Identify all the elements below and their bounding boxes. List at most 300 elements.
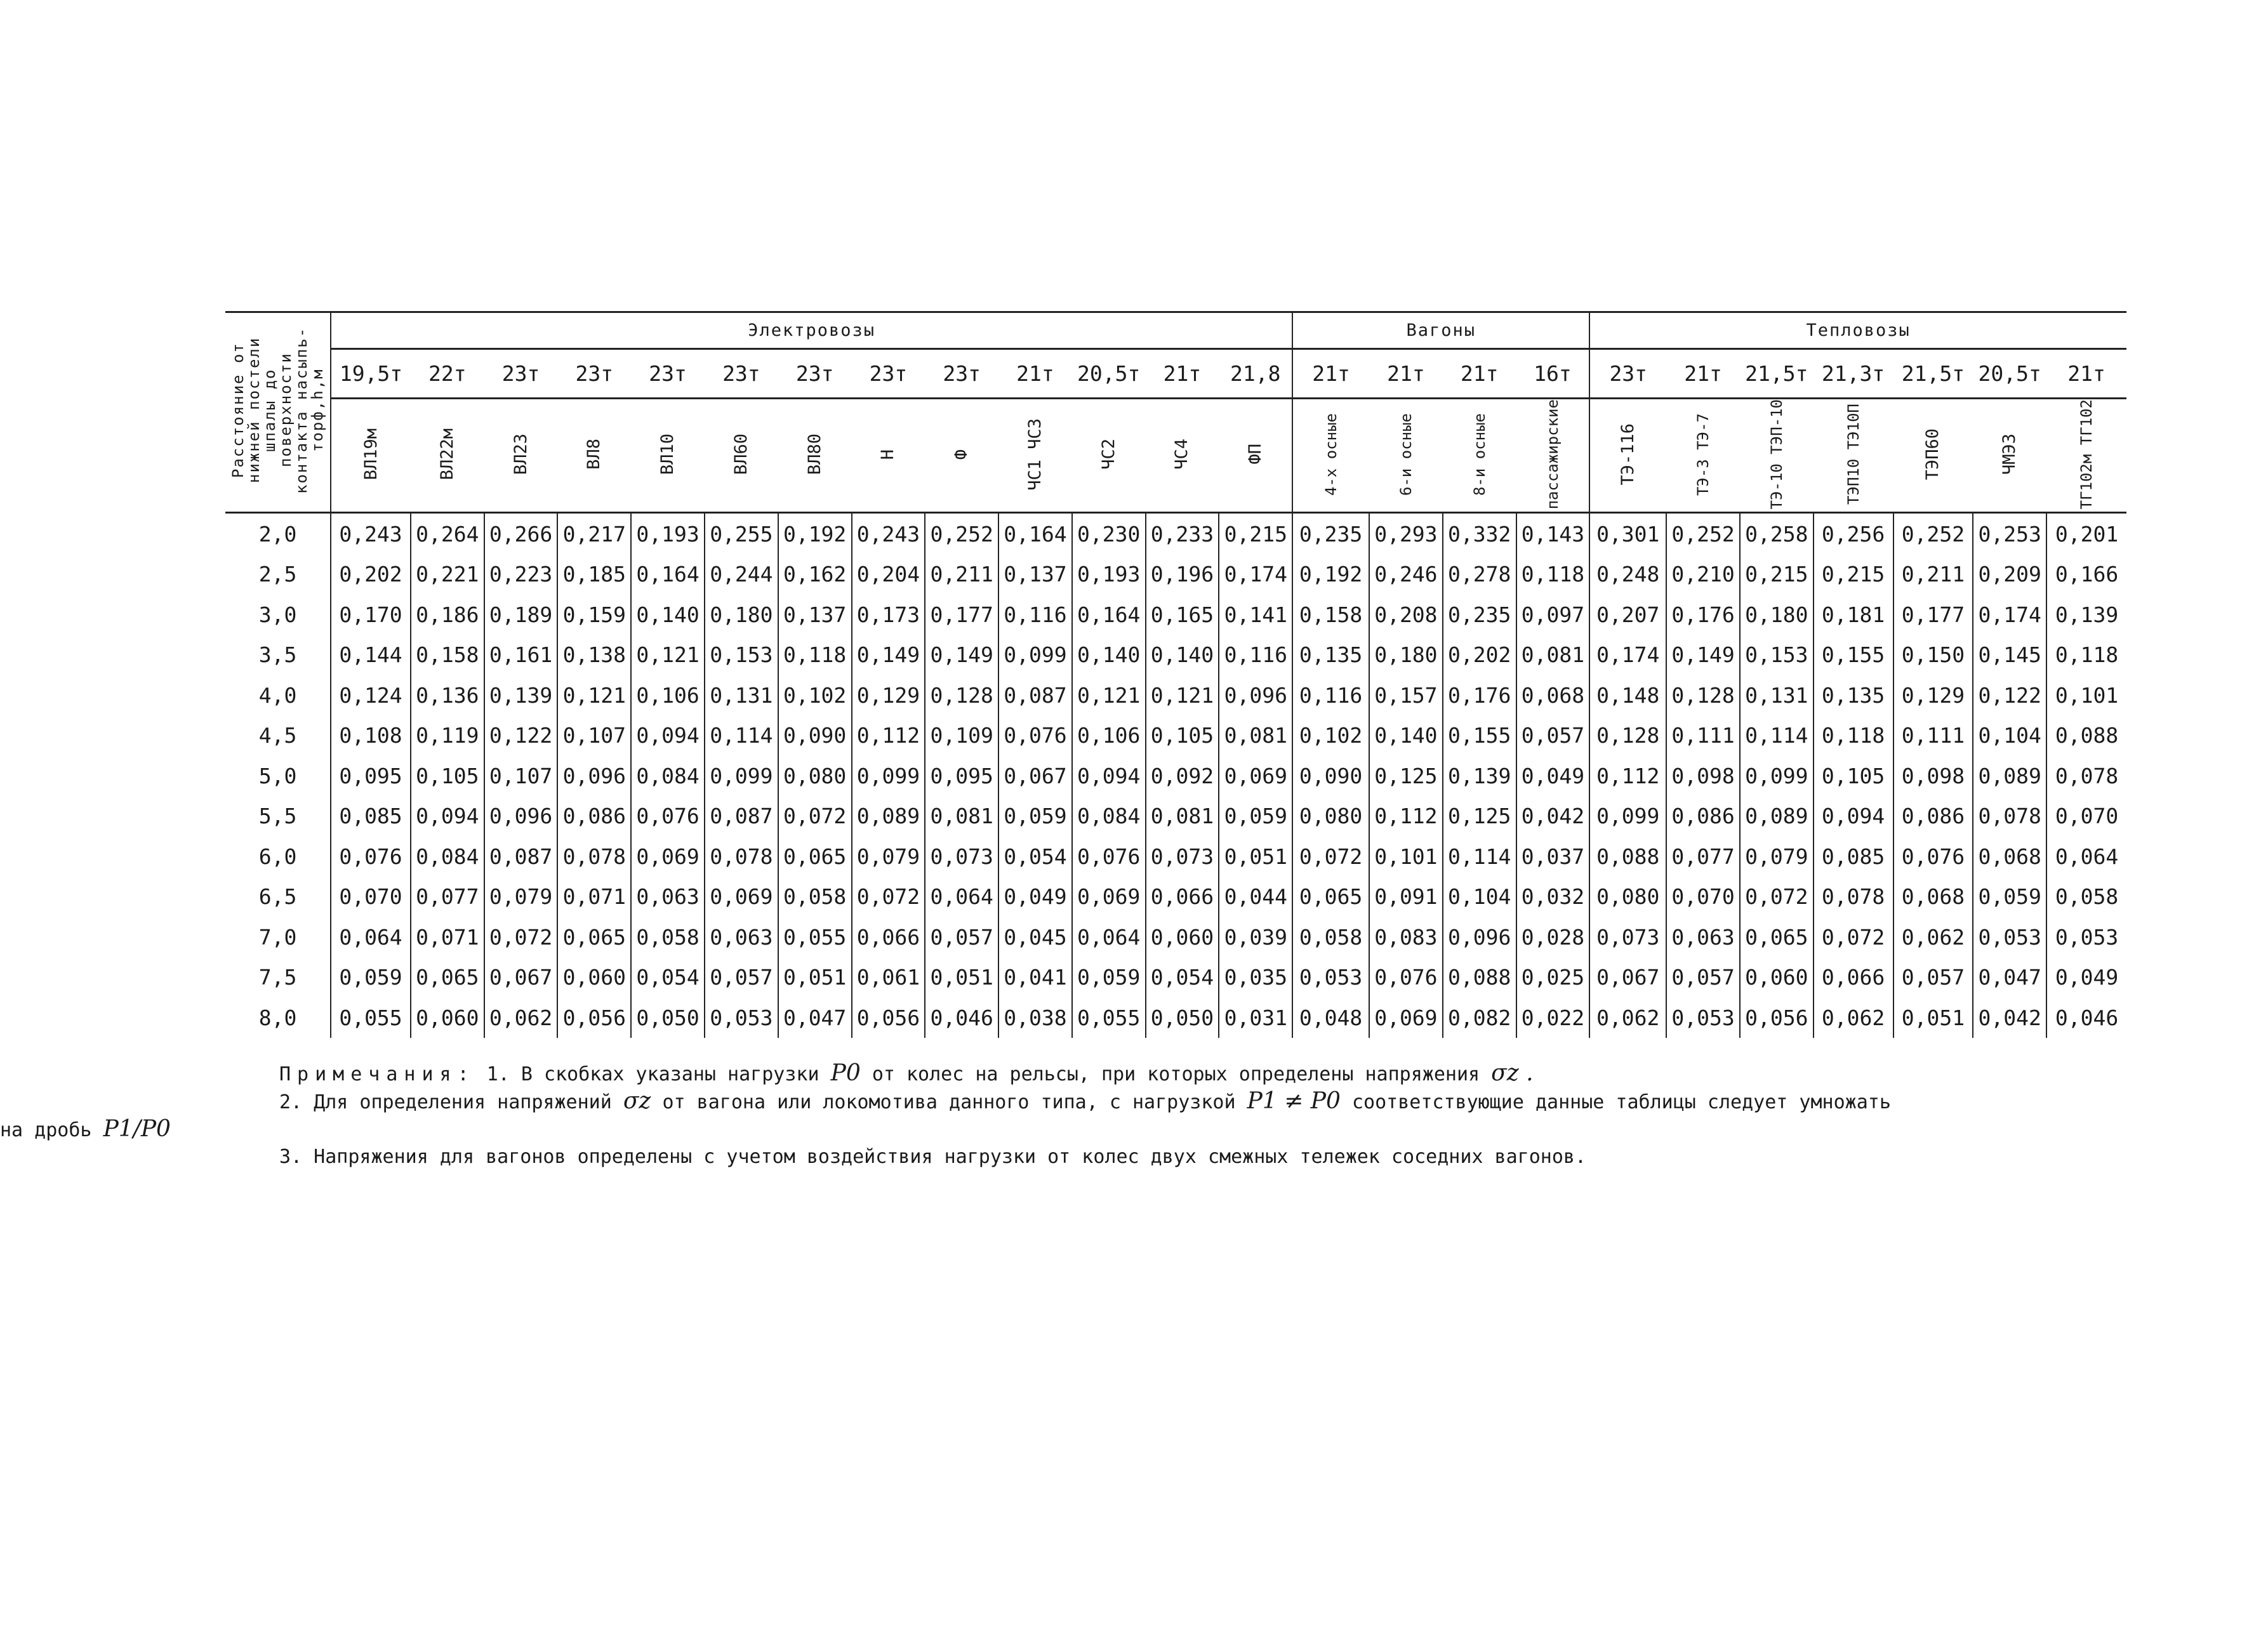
type-cell bbox=[998, 399, 1072, 513]
stress-value: 0,112 bbox=[852, 715, 925, 756]
stress-value: 0,208 bbox=[1369, 594, 1443, 635]
load-cell: 21т bbox=[1292, 349, 1369, 399]
stress-value: 0,131 bbox=[1740, 675, 1814, 715]
stress-value: 0,056 bbox=[557, 997, 631, 1038]
stress-value: 0,042 bbox=[1973, 997, 2046, 1038]
load-cell: 21,5т bbox=[1740, 349, 1814, 399]
stress-value: 0,049 bbox=[2046, 957, 2126, 998]
depth-value: 2,5 bbox=[258, 562, 297, 587]
symbol-sigma-z-2: σz bbox=[623, 1088, 651, 1114]
stress-value: 0,278 bbox=[1443, 554, 1516, 595]
stress-value: 0,165 bbox=[1146, 594, 1219, 635]
stress-value: 0,189 bbox=[484, 594, 558, 635]
stress-value: 0,082 bbox=[1443, 997, 1516, 1038]
stress-value: 0,114 bbox=[1443, 836, 1516, 877]
stress-value: 0,059 bbox=[1973, 877, 2046, 917]
symbol-p1-neq-p0: P1 ≠ P0 bbox=[1247, 1088, 1341, 1114]
notes-section bbox=[0, 1060, 2152, 1171]
stress-value: 0,140 bbox=[631, 594, 705, 635]
stress-value: 0,041 bbox=[998, 957, 1072, 998]
load-cell: 21т bbox=[2046, 349, 2126, 399]
stress-value: 0,140 bbox=[1072, 635, 1146, 675]
stress-value: 0,051 bbox=[925, 957, 998, 998]
stress-value: 0,164 bbox=[998, 513, 1072, 554]
stress-value: 0,109 bbox=[925, 715, 998, 756]
stress-value: 0,125 bbox=[1369, 755, 1443, 796]
stress-value: 0,301 bbox=[1589, 513, 1666, 554]
stress-value: 0,089 bbox=[852, 796, 925, 837]
stress-value: 0,066 bbox=[1146, 877, 1219, 917]
stress-value: 0,116 bbox=[1219, 635, 1292, 675]
type-cell bbox=[631, 399, 705, 513]
stress-value: 0,230 bbox=[1072, 513, 1146, 554]
group-electro: Электровозы bbox=[331, 312, 1292, 349]
stress-value: 0,065 bbox=[411, 957, 484, 998]
table-row bbox=[225, 594, 2126, 635]
type-cell bbox=[1292, 399, 1369, 513]
type-cell bbox=[1219, 399, 1292, 513]
stress-value: 0,244 bbox=[705, 554, 778, 595]
stress-value: 0,098 bbox=[1893, 755, 1973, 796]
stress-value: 0,064 bbox=[331, 917, 411, 957]
load-cell: 23т bbox=[631, 349, 705, 399]
stress-value: 0,087 bbox=[484, 836, 558, 877]
stress-value: 0,211 bbox=[1893, 554, 1973, 595]
stress-value: 0,057 bbox=[705, 957, 778, 998]
stress-value: 0,121 bbox=[631, 635, 705, 675]
stress-value: 0,207 bbox=[1589, 594, 1666, 635]
stress-value: 0,073 bbox=[925, 836, 998, 877]
load-cell: 21т bbox=[998, 349, 1072, 399]
stress-value: 0,215 bbox=[1219, 513, 1292, 554]
stress-value: 0,065 bbox=[1740, 917, 1814, 957]
stress-value: 0,076 bbox=[631, 796, 705, 837]
stress-value: 0,139 bbox=[484, 675, 558, 715]
stress-value: 0,072 bbox=[484, 917, 558, 957]
stress-table bbox=[225, 311, 2126, 1038]
stress-value: 0,125 bbox=[1443, 796, 1516, 837]
stress-value: 0,193 bbox=[631, 513, 705, 554]
type-label: Ф bbox=[952, 449, 972, 460]
stress-value: 0,153 bbox=[1740, 635, 1814, 675]
note-2-continuation bbox=[0, 1116, 2152, 1144]
type-label: ВЛ8 bbox=[584, 439, 604, 470]
stress-value: 0,149 bbox=[852, 635, 925, 675]
stress-value: 0,173 bbox=[852, 594, 925, 635]
type-cell bbox=[1516, 399, 1590, 513]
stress-value: 0,159 bbox=[557, 594, 631, 635]
load-cell: 21т bbox=[1369, 349, 1443, 399]
stress-value: 0,099 bbox=[998, 635, 1072, 675]
type-cell bbox=[1589, 399, 1666, 513]
table-row bbox=[225, 513, 2126, 554]
type-label: ВЛ23 bbox=[510, 434, 531, 475]
stress-value: 0,039 bbox=[1219, 917, 1292, 957]
type-label: ТЭП60 bbox=[1923, 428, 1943, 481]
stress-value: 0,055 bbox=[331, 997, 411, 1038]
table-row bbox=[225, 877, 2126, 917]
type-cell bbox=[1814, 399, 1893, 513]
stress-value: 0,211 bbox=[925, 554, 998, 595]
stress-value: 0,076 bbox=[1893, 836, 1973, 877]
stress-value: 0,118 bbox=[1516, 554, 1590, 595]
stress-value: 0,157 bbox=[1369, 675, 1443, 715]
table-row bbox=[225, 635, 2126, 675]
stress-value: 0,058 bbox=[778, 877, 852, 917]
note-2-text-d: на дробь bbox=[0, 1119, 92, 1141]
stress-value: 0,072 bbox=[778, 796, 852, 837]
stress-value: 0,102 bbox=[778, 675, 852, 715]
note-2-text-b: от вагона или локомотива данного типа, с нагрузкой bbox=[662, 1091, 1236, 1113]
stress-value: 0,081 bbox=[925, 796, 998, 837]
depth-value: 4,5 bbox=[258, 723, 297, 748]
stress-value: 0,065 bbox=[778, 836, 852, 877]
type-label: ЧС1 ЧС3 bbox=[1025, 418, 1045, 491]
load-cell: 23т bbox=[705, 349, 778, 399]
symbol-p0: P0 bbox=[830, 1060, 861, 1086]
type-cell bbox=[1973, 399, 2046, 513]
stress-value: 0,076 bbox=[998, 715, 1072, 756]
stress-value: 0,045 bbox=[998, 917, 1072, 957]
type-cell bbox=[1893, 399, 1973, 513]
stress-value: 0,193 bbox=[1072, 554, 1146, 595]
stress-value: 0,022 bbox=[1516, 997, 1590, 1038]
stress-value: 0,066 bbox=[1814, 957, 1893, 998]
stress-value: 0,235 bbox=[1443, 594, 1516, 635]
stress-value: 0,090 bbox=[778, 715, 852, 756]
stress-value: 0,063 bbox=[1666, 917, 1740, 957]
stress-value: 0,063 bbox=[631, 877, 705, 917]
stress-value: 0,088 bbox=[1443, 957, 1516, 998]
stress-value: 0,164 bbox=[631, 554, 705, 595]
table-body bbox=[225, 513, 2126, 1038]
stress-value: 0,068 bbox=[1516, 675, 1590, 715]
type-label: ФП bbox=[1245, 444, 1265, 465]
stress-value: 0,069 bbox=[705, 877, 778, 917]
stress-value: 0,148 bbox=[1589, 675, 1666, 715]
stress-value: 0,078 bbox=[705, 836, 778, 877]
stress-value: 0,119 bbox=[411, 715, 484, 756]
stress-value: 0,253 bbox=[1973, 513, 2046, 554]
stress-value: 0,071 bbox=[557, 877, 631, 917]
note-2 bbox=[279, 1088, 2152, 1116]
stress-value: 0,062 bbox=[1589, 997, 1666, 1038]
stress-value: 0,135 bbox=[1814, 675, 1893, 715]
depth-value: 7,0 bbox=[258, 924, 297, 950]
stress-value: 0,174 bbox=[1973, 594, 2046, 635]
stress-value: 0,114 bbox=[1740, 715, 1814, 756]
stress-value: 0,096 bbox=[1443, 917, 1516, 957]
stress-value: 0,059 bbox=[1072, 957, 1146, 998]
load-cell: 22т bbox=[411, 349, 484, 399]
stress-value: 0,064 bbox=[2046, 836, 2126, 877]
stress-value: 0,078 bbox=[1814, 877, 1893, 917]
note-3 bbox=[279, 1144, 2152, 1171]
stress-value: 0,095 bbox=[925, 755, 998, 796]
stress-value: 0,114 bbox=[705, 715, 778, 756]
type-cell bbox=[1072, 399, 1146, 513]
stress-value: 0,053 bbox=[1666, 997, 1740, 1038]
stress-value: 0,072 bbox=[1814, 917, 1893, 957]
stress-value: 0,076 bbox=[1072, 836, 1146, 877]
type-cell bbox=[1666, 399, 1740, 513]
stress-value: 0,099 bbox=[1740, 755, 1814, 796]
stress-value: 0,192 bbox=[778, 513, 852, 554]
stress-value: 0,076 bbox=[1369, 957, 1443, 998]
stress-value: 0,055 bbox=[778, 917, 852, 957]
stress-value: 0,070 bbox=[2046, 796, 2126, 837]
stress-value: 0,054 bbox=[1146, 957, 1219, 998]
stress-value: 0,053 bbox=[2046, 917, 2126, 957]
stress-value: 0,243 bbox=[852, 513, 925, 554]
depth-value: 8,0 bbox=[258, 1005, 297, 1030]
stress-value: 0,094 bbox=[1072, 755, 1146, 796]
depth-value: 6,5 bbox=[258, 884, 297, 910]
stress-value: 0,140 bbox=[1146, 635, 1219, 675]
load-cell: 16т bbox=[1516, 349, 1590, 399]
stress-value: 0,105 bbox=[411, 755, 484, 796]
type-label: ТЭ-10 ТЭП-10 bbox=[1767, 399, 1786, 510]
stress-value: 0,058 bbox=[1292, 917, 1369, 957]
stress-value: 0,073 bbox=[1146, 836, 1219, 877]
stress-value: 0,066 bbox=[852, 917, 925, 957]
stress-value: 0,058 bbox=[631, 917, 705, 957]
stress-value: 0,118 bbox=[1814, 715, 1893, 756]
stress-value: 0,233 bbox=[1146, 513, 1219, 554]
table-row bbox=[225, 917, 2126, 957]
stress-value: 0,070 bbox=[1666, 877, 1740, 917]
stress-value: 0,101 bbox=[1369, 836, 1443, 877]
load-cell: 23т bbox=[557, 349, 631, 399]
group-header-row bbox=[225, 312, 2126, 349]
stress-value: 0,176 bbox=[1666, 594, 1740, 635]
stress-value: 0,332 bbox=[1443, 513, 1516, 554]
type-label: ВЛ80 bbox=[804, 434, 825, 475]
stress-value: 0,153 bbox=[705, 635, 778, 675]
type-cell bbox=[1443, 399, 1516, 513]
stress-value: 0,108 bbox=[331, 715, 411, 756]
stress-value: 0,293 bbox=[1369, 513, 1443, 554]
symbol-sigma-z: σz . bbox=[1491, 1060, 1534, 1086]
stress-value: 0,085 bbox=[331, 796, 411, 837]
stress-value: 0,137 bbox=[778, 594, 852, 635]
stress-value: 0,046 bbox=[925, 997, 998, 1038]
depth-value: 2,0 bbox=[258, 521, 297, 547]
depth-header-label: Расстояние от нижней постели шпалы до поверхности контакта насыпь-торф,h,м bbox=[229, 326, 326, 494]
stress-value: 0,069 bbox=[1072, 877, 1146, 917]
load-cell: 21т bbox=[1443, 349, 1516, 399]
load-cell: 21,8 bbox=[1219, 349, 1292, 399]
type-label: ТЭ-3 ТЭ-7 bbox=[1694, 413, 1713, 496]
stress-value: 0,055 bbox=[1072, 997, 1146, 1038]
stress-value: 0,223 bbox=[484, 554, 558, 595]
stress-value: 0,070 bbox=[331, 877, 411, 917]
group-diesel: Тепловозы bbox=[1589, 312, 2126, 349]
load-cell: 21,3т bbox=[1814, 349, 1893, 399]
stress-value: 0,086 bbox=[1666, 796, 1740, 837]
stress-value: 0,065 bbox=[1292, 877, 1369, 917]
table-row bbox=[225, 715, 2126, 756]
type-label: 6-и осные bbox=[1396, 413, 1415, 496]
stress-value: 0,181 bbox=[1814, 594, 1893, 635]
stress-value: 0,086 bbox=[557, 796, 631, 837]
stress-value: 0,072 bbox=[1740, 877, 1814, 917]
stress-value: 0,164 bbox=[1072, 594, 1146, 635]
stress-value: 0,094 bbox=[631, 715, 705, 756]
stress-value: 0,266 bbox=[484, 513, 558, 554]
load-cell: 23т bbox=[1589, 349, 1666, 399]
stress-value: 0,087 bbox=[998, 675, 1072, 715]
stress-value: 0,072 bbox=[852, 877, 925, 917]
stress-value: 0,069 bbox=[631, 836, 705, 877]
stress-value: 0,158 bbox=[1292, 594, 1369, 635]
stress-value: 0,059 bbox=[331, 957, 411, 998]
stress-value: 0,059 bbox=[998, 796, 1072, 837]
stress-value: 0,174 bbox=[1219, 554, 1292, 595]
stress-value: 0,084 bbox=[411, 836, 484, 877]
stress-value: 0,065 bbox=[557, 917, 631, 957]
stress-value: 0,056 bbox=[852, 997, 925, 1038]
table-row bbox=[225, 554, 2126, 595]
note-1 bbox=[279, 1060, 2152, 1088]
stress-value: 0,221 bbox=[411, 554, 484, 595]
stress-value: 0,086 bbox=[1893, 796, 1973, 837]
type-cell bbox=[411, 399, 484, 513]
stress-value: 0,035 bbox=[1219, 957, 1292, 998]
stress-value: 0,155 bbox=[1814, 635, 1893, 675]
notes-lead: Примечания: bbox=[279, 1063, 475, 1085]
stress-value: 0,106 bbox=[631, 675, 705, 715]
type-cell bbox=[1740, 399, 1814, 513]
stress-value: 0,201 bbox=[2046, 513, 2126, 554]
stress-value: 0,050 bbox=[631, 997, 705, 1038]
stress-value: 0,032 bbox=[1516, 877, 1590, 917]
stress-value: 0,180 bbox=[705, 594, 778, 635]
stress-value: 0,141 bbox=[1219, 594, 1292, 635]
stress-value: 0,215 bbox=[1740, 554, 1814, 595]
stress-value: 0,112 bbox=[1589, 755, 1666, 796]
stress-value: 0,158 bbox=[411, 635, 484, 675]
stress-value: 0,112 bbox=[1369, 796, 1443, 837]
stress-value: 0,121 bbox=[557, 675, 631, 715]
stress-value: 0,095 bbox=[331, 755, 411, 796]
stress-value: 0,056 bbox=[1740, 997, 1814, 1038]
stress-value: 0,121 bbox=[1072, 675, 1146, 715]
stress-value: 0,180 bbox=[1740, 594, 1814, 635]
stress-value: 0,217 bbox=[557, 513, 631, 554]
stress-value: 0,185 bbox=[557, 554, 631, 595]
stress-value: 0,150 bbox=[1893, 635, 1973, 675]
stress-value: 0,062 bbox=[1893, 917, 1973, 957]
stress-value: 0,031 bbox=[1219, 997, 1292, 1038]
stress-value: 0,180 bbox=[1369, 635, 1443, 675]
stress-value: 0,101 bbox=[2046, 675, 2126, 715]
stress-value: 0,084 bbox=[1072, 796, 1146, 837]
stress-value: 0,085 bbox=[1814, 836, 1893, 877]
stress-value: 0,107 bbox=[557, 715, 631, 756]
type-label: ВЛ10 bbox=[658, 434, 678, 475]
stress-value: 0,089 bbox=[1740, 796, 1814, 837]
type-label: ЧС4 bbox=[1172, 439, 1192, 470]
stress-value: 0,042 bbox=[1516, 796, 1590, 837]
stress-value: 0,174 bbox=[1589, 635, 1666, 675]
stress-value: 0,096 bbox=[1219, 675, 1292, 715]
stress-value: 0,054 bbox=[631, 957, 705, 998]
stress-value: 0,096 bbox=[484, 796, 558, 837]
stress-value: 0,128 bbox=[925, 675, 998, 715]
stress-value: 0,097 bbox=[1516, 594, 1590, 635]
load-cell: 20,5т bbox=[1973, 349, 2046, 399]
type-label: ЧС2 bbox=[1098, 439, 1118, 470]
stress-value: 0,144 bbox=[331, 635, 411, 675]
stress-value: 0,116 bbox=[998, 594, 1072, 635]
type-cell bbox=[705, 399, 778, 513]
stress-value: 0,235 bbox=[1292, 513, 1369, 554]
stress-value: 0,057 bbox=[1516, 715, 1590, 756]
stress-value: 0,044 bbox=[1219, 877, 1292, 917]
stress-value: 0,122 bbox=[1973, 675, 2046, 715]
stress-value: 0,099 bbox=[852, 755, 925, 796]
stress-value: 0,105 bbox=[1814, 755, 1893, 796]
stress-value: 0,078 bbox=[2046, 755, 2126, 796]
table-row bbox=[225, 675, 2126, 715]
load-cell: 23т bbox=[925, 349, 998, 399]
stress-value: 0,121 bbox=[1146, 675, 1219, 715]
stress-value: 0,092 bbox=[1146, 755, 1219, 796]
stress-value: 0,139 bbox=[1443, 755, 1516, 796]
type-label: ВЛ19м bbox=[361, 428, 381, 481]
note-2-text-c: соответствующие данные таблицы следует умножать bbox=[1351, 1091, 1891, 1113]
stress-value: 0,028 bbox=[1516, 917, 1590, 957]
type-cell bbox=[557, 399, 631, 513]
stress-value: 0,058 bbox=[2046, 877, 2126, 917]
stress-value: 0,057 bbox=[925, 917, 998, 957]
stress-value: 0,098 bbox=[1666, 755, 1740, 796]
type-cell bbox=[2046, 399, 2126, 513]
stress-value: 0,258 bbox=[1740, 513, 1814, 554]
stress-value: 0,177 bbox=[925, 594, 998, 635]
stress-value: 0,053 bbox=[705, 997, 778, 1038]
type-label: 4-х осные bbox=[1322, 413, 1341, 496]
stress-value: 0,060 bbox=[411, 997, 484, 1038]
stress-value: 0,060 bbox=[1740, 957, 1814, 998]
stress-value: 0,060 bbox=[557, 957, 631, 998]
stress-value: 0,128 bbox=[1589, 715, 1666, 756]
stress-value: 0,081 bbox=[1516, 635, 1590, 675]
type-cell bbox=[925, 399, 998, 513]
stress-value: 0,136 bbox=[411, 675, 484, 715]
stress-value: 0,080 bbox=[1292, 796, 1369, 837]
stress-value: 0,107 bbox=[484, 755, 558, 796]
table-row bbox=[225, 755, 2126, 796]
stress-value: 0,202 bbox=[331, 554, 411, 595]
stress-value: 0,089 bbox=[1973, 755, 2046, 796]
stress-value: 0,129 bbox=[1893, 675, 1973, 715]
stress-value: 0,116 bbox=[1292, 675, 1369, 715]
load-cell: 23т bbox=[778, 349, 852, 399]
stress-value: 0,081 bbox=[1146, 796, 1219, 837]
stress-value: 0,064 bbox=[925, 877, 998, 917]
stress-value: 0,063 bbox=[705, 917, 778, 957]
stress-value: 0,064 bbox=[1072, 917, 1146, 957]
stress-value: 0,047 bbox=[778, 997, 852, 1038]
depth-column-header bbox=[225, 312, 331, 513]
stress-value: 0,051 bbox=[778, 957, 852, 998]
group-wagons: Вагоны bbox=[1292, 312, 1589, 349]
stress-value: 0,047 bbox=[1973, 957, 2046, 998]
stress-value: 0,053 bbox=[1292, 957, 1369, 998]
type-label: ТГ102м ТГ102 bbox=[2078, 399, 2096, 510]
